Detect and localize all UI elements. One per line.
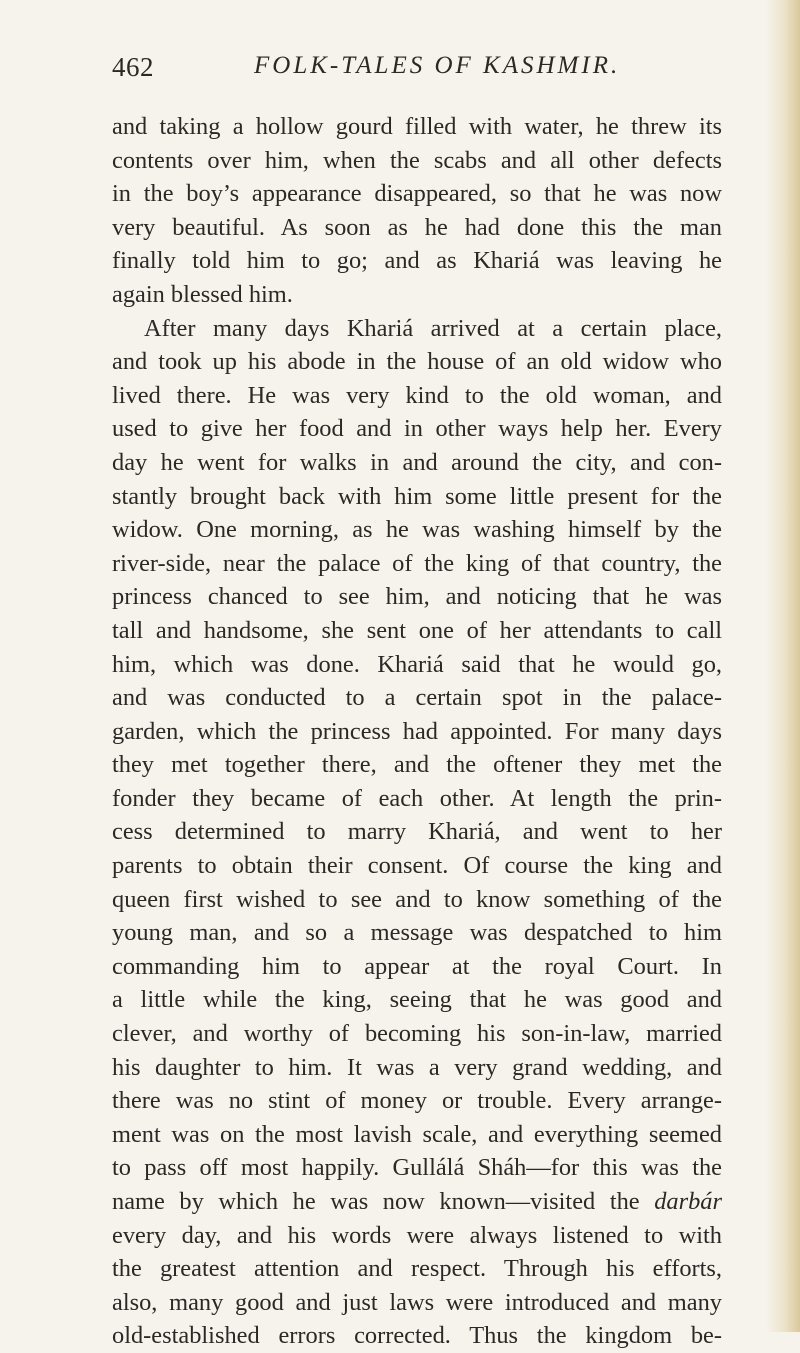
italic-term: darbár	[654, 1188, 722, 1215]
text-line	[112, 1185, 722, 1219]
text-line: parents to obtain their consent. Of course the king and	[112, 852, 722, 880]
text-line: in the boy’s appearance disappeared, so that he was now	[112, 180, 722, 208]
text-line: clever, and worthy of becoming his son-in-law, married	[112, 1020, 722, 1048]
text-line: and took up his abode in the house of an old widow who	[112, 348, 722, 376]
text-line: ment was on the most lavish scale, and everything seemed	[112, 1120, 722, 1148]
text-line: his daughter to him. It was a very grand wedding, and	[112, 1053, 722, 1081]
running-title: FOLK-TALES OF KASHMIR.	[254, 52, 621, 79]
text-line: they met together there, and the oftener they met the	[112, 751, 722, 779]
body-text	[112, 110, 722, 1353]
text-line: used to give her food and in other ways help her. Every	[112, 415, 722, 443]
text-line: again blessed him.	[112, 280, 293, 308]
page-number: 462	[112, 52, 154, 82]
text-line: him, which was done. Khariá said that he would go,	[112, 650, 722, 678]
text-segment: name by which he was now known—visited the	[112, 1188, 655, 1215]
text-line: garden, which the princess had appointed. For many days	[112, 717, 722, 745]
text-line: princess chanced to see him, and noticing that he was	[112, 583, 722, 611]
text-line: very beautiful. As soon as he had done this the man	[112, 213, 722, 241]
text-line: the greatest attention and respect. Through his efforts,	[112, 1255, 722, 1283]
text-line: young man, and so a message was despatched to him	[112, 919, 722, 947]
text-line: and taking a hollow gourd filled with water, he threw its	[112, 113, 722, 140]
text-line: fonder they became of each other. At length the prin-	[112, 784, 722, 812]
text-line: and was conducted to a certain spot in the palace-	[112, 684, 722, 712]
text-line: stantly brought back with him some little present for the	[112, 482, 722, 510]
text-line: lived there. He was very kind to the old woman, and	[112, 381, 722, 409]
text-line: there was no stint of money or trouble. Every arrange-	[112, 1087, 722, 1115]
text-line: also, many good and just laws were introduced and many	[112, 1288, 722, 1316]
text-line: contents over him, when the scabs and all other defects	[112, 146, 722, 174]
text-line: river-side, near the palace of the king of that country, the	[112, 549, 722, 577]
text-line: queen first wished to see and to know something of the	[112, 885, 722, 913]
text-line: a little while the king, seeing that he was good and	[112, 986, 722, 1014]
running-head	[112, 52, 722, 92]
text-line: commanding him to appear at the royal Court. In	[112, 952, 722, 980]
text-line: finally told him to go; and as Khariá was leaving he	[112, 247, 722, 275]
text-line: every day, and his words were always listened to with	[112, 1221, 722, 1249]
text-line: tall and handsome, she sent one of her attendants to call	[112, 616, 722, 644]
text-line: widow. One morning, as he was washing himself by the	[112, 516, 722, 544]
text-line: old-established errors corrected. Thus the kingdom be-	[112, 1322, 722, 1350]
text-line: to pass off most happily. Gullálá Sháh—for this was the	[112, 1154, 722, 1182]
text-line: day he went for walks in and around the city, and con-	[112, 448, 722, 476]
paragraph-first-line: After many days Khariá arrived at a certain place,	[144, 314, 722, 342]
text-line: cess determined to marry Khariá, and went to her	[112, 818, 722, 846]
